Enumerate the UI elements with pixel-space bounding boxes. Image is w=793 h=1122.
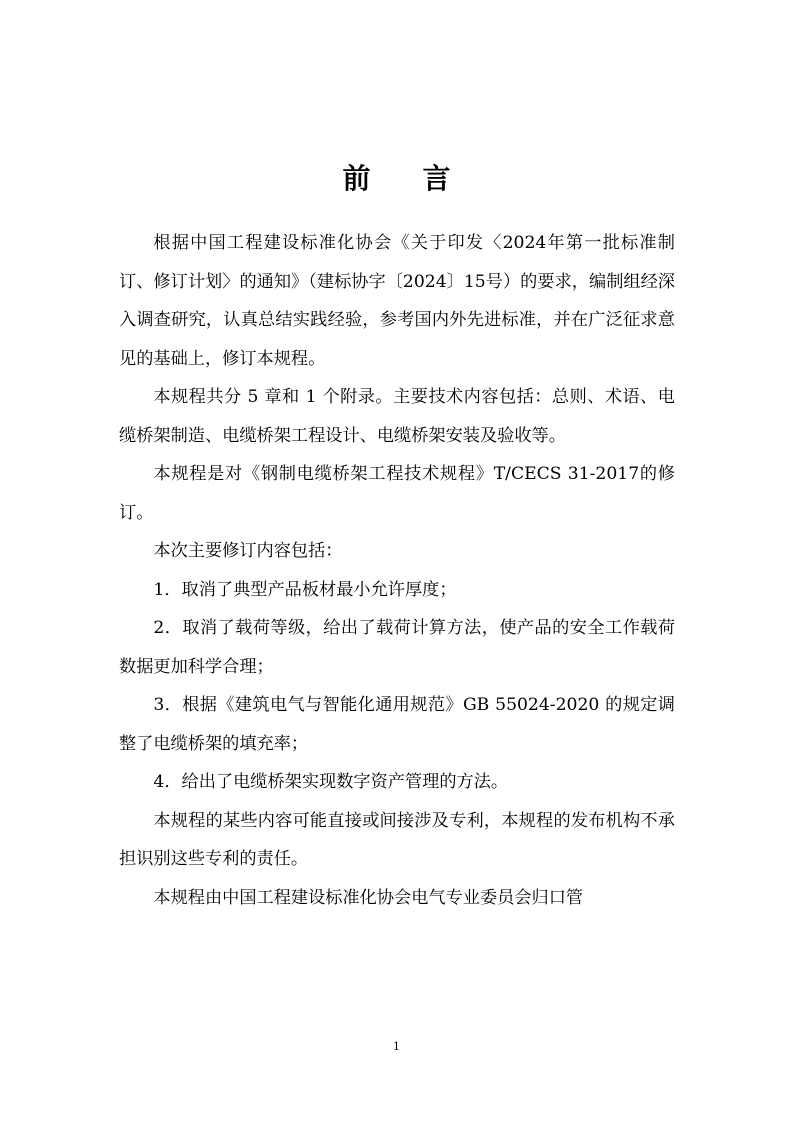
paragraph: 本规程是对《钢制电缆桥架工程技术规程》T/CECS 31-2017的修订。: [119, 464, 675, 523]
paragraph: 本规程共分 5 章和 1 个附录。主要技术内容包括：总则、术语、电缆桥架制造、电缆桥架工程设计、电缆桥架安装及验收等。: [119, 387, 675, 446]
page-title: 前言: [342, 161, 503, 195]
list-item: 2．取消了载荷等级，给出了载荷计算方法，使产品的安全工作载荷数据更加科学合理；: [119, 618, 675, 677]
document-body: [119, 224, 675, 917]
list-item: 1．取消了典型产品板材最小允许厚度；: [153, 579, 457, 600]
paragraph: 本规程的某些内容可能直接或间接涉及专利，本规程的发布机构不承担识别这些专利的责任。: [119, 810, 675, 869]
list-item: 4．给出了电缆桥架实现数字资产管理的方法。: [153, 772, 509, 792]
paragraph: 根据中国工程建设标准化协会《关于印发〈2024年第一批标准制订、修订计划〉的通知》（建标协字〔2024〕15号）的要求，编制组经深入调查研究，认真总结实践经验，参考国内外先进标准，并在广泛征求意见的基础上，修订本规程。: [119, 233, 675, 369]
paragraph: 本次主要修订内容包括：: [153, 541, 343, 561]
page-number: 1: [393, 1040, 400, 1053]
paragraph: 本规程由中国工程建设标准化协会电气专业委员会归口管: [153, 887, 584, 908]
list-item: 3．根据《建筑电气与智能化通用规范》GB 55024-2020 的规定调整了电缆桥架的填充率；: [119, 695, 675, 754]
